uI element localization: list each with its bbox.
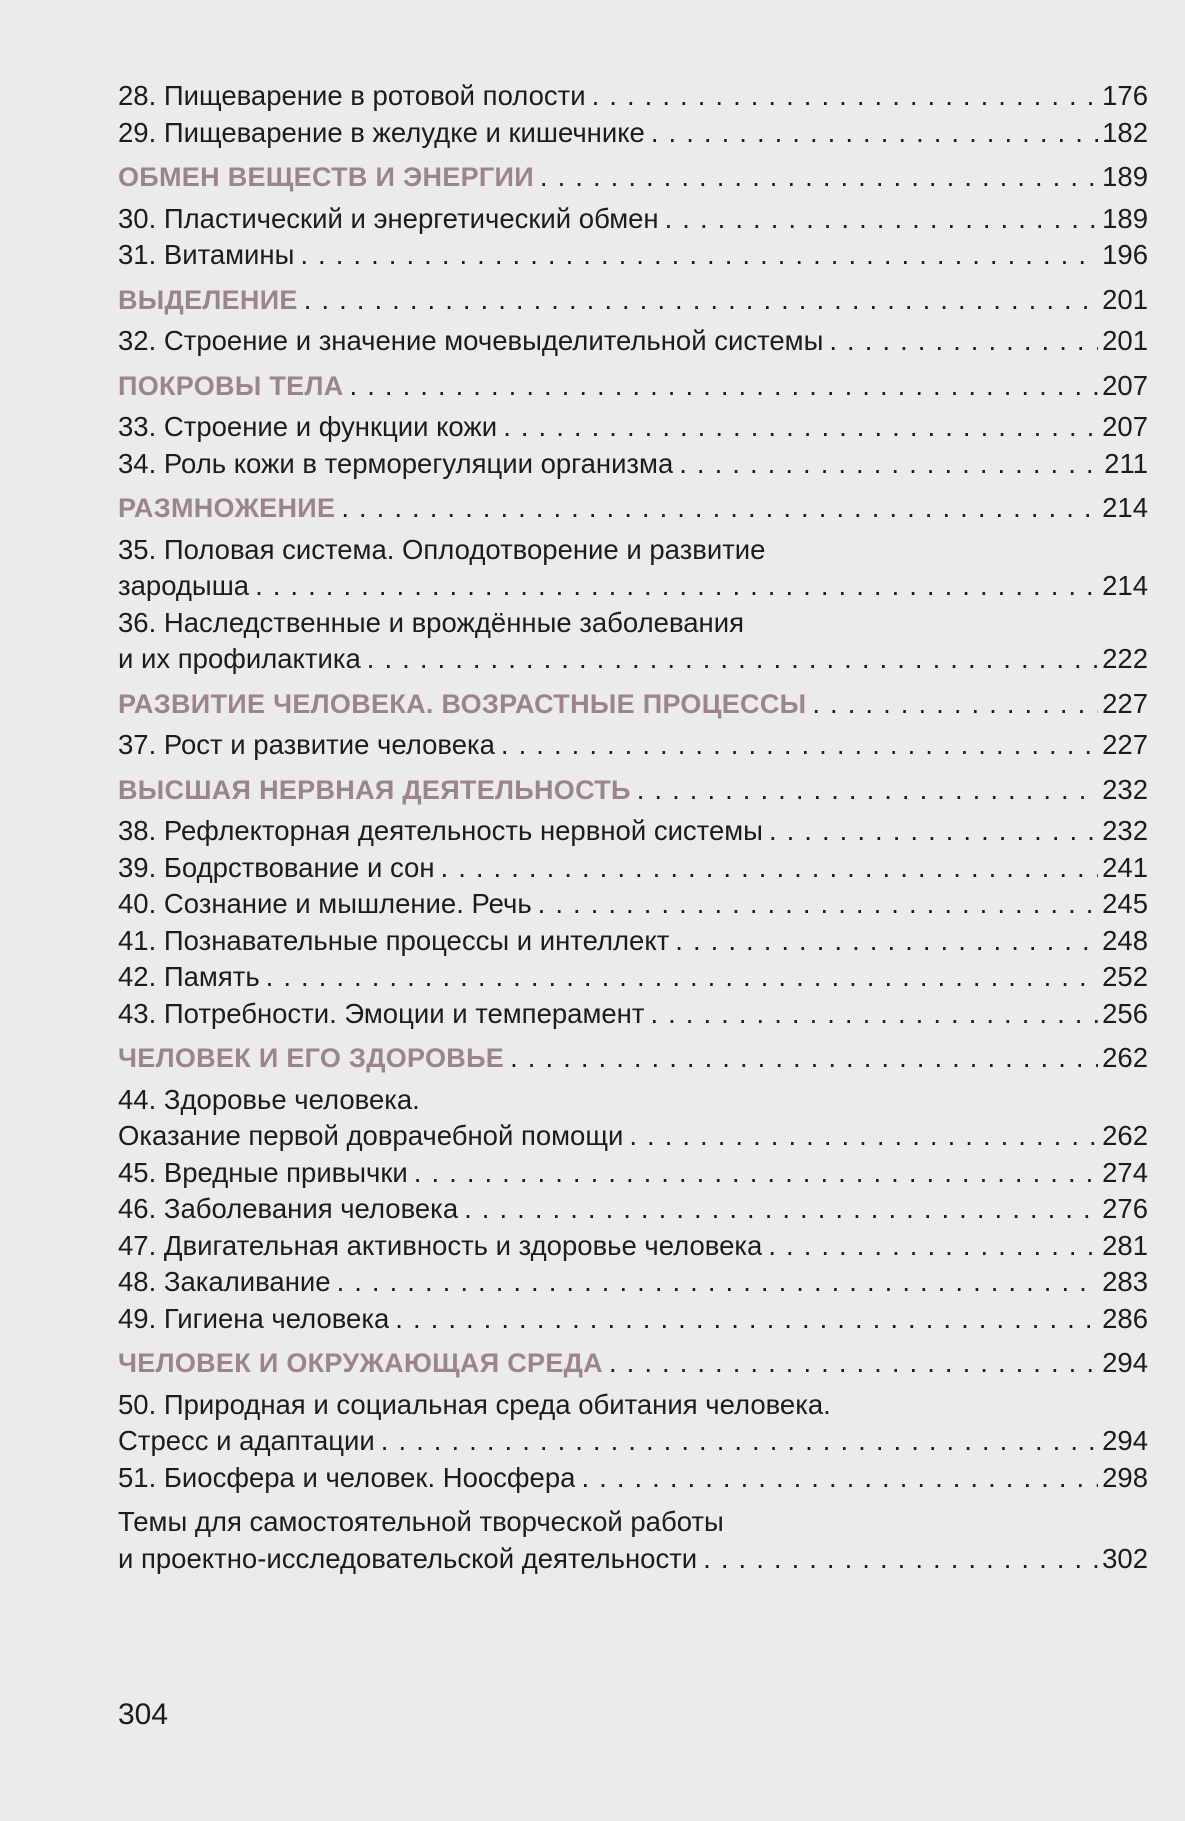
section-title: ВЫДЕЛЕНИЕ [118, 284, 298, 315]
toc-entry [118, 850, 1148, 887]
dot-leader [260, 959, 1098, 996]
entry-page-number: 262 [1102, 1120, 1148, 1151]
entry-page-number: 232 [1102, 773, 1148, 805]
page-number: 304 [118, 1698, 169, 1731]
entry-title: Оказание первой доврачебной помощи [118, 1120, 624, 1151]
toc-entry [118, 813, 1148, 850]
toc-entry [118, 1541, 1148, 1578]
entry-title: и проектно-исследовательской деятельности [118, 1542, 698, 1574]
dot-leader [375, 1423, 1098, 1460]
entry-title: 30. Пластический и энергетический обмен [118, 202, 659, 234]
entry-page-number: 286 [1102, 1302, 1148, 1334]
entry-title: 33. Строение и функции кожи [118, 411, 498, 442]
toc-entry [118, 996, 1148, 1033]
entry-title: 37. Рост и развитие человека [118, 729, 495, 760]
toc-entry-first-line: Темы для самостоятельной творческой работы [118, 1506, 724, 1537]
section-title: ЧЕЛОВЕК И ЕГО ЗДОРОВЬЕ [118, 1043, 505, 1073]
entry-page-number: 201 [1102, 283, 1148, 315]
section-title: ЧЕЛОВЕК И ОКРУЖАЮЩАЯ СРЕДА [118, 1348, 603, 1378]
dot-leader [697, 1541, 1098, 1578]
dot-leader [645, 115, 1098, 152]
entry-page-number: 256 [1102, 997, 1148, 1029]
toc-entry [118, 923, 1148, 960]
toc-section-heading [118, 490, 1148, 527]
toc-entry [118, 201, 1148, 238]
section-title: РАЗМНОЖЕНИЕ [118, 493, 336, 523]
dot-leader [294, 237, 1098, 274]
toc-entry [118, 1460, 1148, 1497]
entry-title: Стресс и адаптации [118, 1425, 375, 1456]
dot-leader [603, 1345, 1098, 1382]
toc-section-heading [118, 368, 1148, 405]
entry-page-number: 298 [1102, 1461, 1148, 1493]
toc-section-heading [118, 772, 1148, 809]
entry-page-number: 207 [1102, 411, 1148, 442]
entry-title: зародыша [118, 570, 250, 601]
section-title: ПОКРОВЫ ТЕЛА [118, 370, 344, 401]
entry-page-number: 227 [1102, 729, 1148, 760]
entry-page-number: 248 [1102, 924, 1148, 956]
toc-entry [118, 886, 1148, 923]
entry-page-number: 262 [1102, 1042, 1148, 1073]
entry-page-number: 276 [1102, 1193, 1148, 1224]
toc-entry [118, 727, 1148, 764]
entry-title: 41. Познавательные процессы и интеллект [118, 924, 670, 956]
toc-entry [118, 1228, 1148, 1265]
entry-page-number: 294 [1102, 1425, 1148, 1456]
entry-title: 45. Вредные привычки [118, 1156, 408, 1188]
toc-entry [118, 115, 1148, 152]
toc-entry [118, 1155, 1148, 1192]
entry-title: 29. Пищеварение в желудке и кишечнике [118, 116, 645, 148]
entry-page-number: 211 [1104, 447, 1148, 479]
table-of-contents [118, 78, 1148, 1577]
dot-leader [435, 850, 1099, 887]
entry-page-number: 245 [1102, 888, 1148, 919]
section-title: ВЫСШАЯ НЕРВНАЯ ДЕЯТЕЛЬНОСТЬ [118, 774, 631, 805]
dot-leader [673, 446, 1100, 483]
entry-title: 46. Заболевания человека [118, 1193, 459, 1224]
entry-title: 38. Рефлекторная деятельность нервной системы [118, 815, 763, 846]
toc-entry [118, 1264, 1148, 1301]
entry-page-number: 232 [1102, 815, 1148, 846]
toc-entry [118, 1118, 1148, 1155]
dot-leader [762, 1228, 1098, 1265]
dot-leader [631, 772, 1098, 809]
entry-page-number: 281 [1102, 1229, 1148, 1261]
entry-page-number: 252 [1102, 961, 1148, 992]
entry-title: 42. Память [118, 961, 260, 992]
entry-page-number: 189 [1102, 202, 1148, 234]
dot-leader [495, 727, 1098, 764]
toc-entry [118, 323, 1148, 360]
dot-leader [249, 568, 1098, 605]
entry-title: 31. Витамины [118, 239, 295, 270]
toc-entry-first-line: 36. Наследственные и врождённые заболевания [118, 606, 744, 638]
entry-page-number: 189 [1102, 161, 1148, 192]
dot-leader [361, 641, 1098, 678]
entry-title: 51. Биосфера и человек. Ноосфера [118, 1461, 576, 1493]
entry-page-number: 201 [1102, 325, 1148, 356]
entry-page-number: 182 [1102, 116, 1148, 148]
toc-section-heading [118, 1345, 1148, 1382]
entry-title: 40. Сознание и мышление. Речь [118, 888, 532, 919]
entry-page-number: 214 [1102, 492, 1148, 523]
dot-leader [344, 368, 1099, 405]
dot-leader [669, 923, 1098, 960]
toc-entry-first-line: 44. Здоровье человека. [118, 1083, 420, 1115]
toc-entry [118, 409, 1148, 446]
dot-leader [806, 686, 1098, 723]
entry-title: 34. Роль кожи в терморегуляции организма [118, 447, 674, 479]
dot-leader [575, 1460, 1098, 1497]
toc-entry-first-line: 35. Половая система. Оплодотворение и развитие [118, 533, 766, 565]
section-title: ОБМЕН ВЕЩЕСТВ И ЭНЕРГИИ [118, 162, 534, 192]
dot-leader [389, 1301, 1098, 1338]
toc-section-heading [118, 159, 1148, 196]
dot-leader [331, 1264, 1099, 1301]
toc-entry [118, 1301, 1148, 1338]
entry-title: 32. Строение и значение мочевыделительной системы [118, 325, 824, 356]
dot-leader [532, 886, 1098, 923]
toc-gap [118, 1496, 1148, 1504]
dot-leader [497, 409, 1098, 446]
entry-page-number: 241 [1102, 851, 1148, 883]
toc-section-heading [118, 1040, 1148, 1077]
entry-page-number: 227 [1102, 687, 1148, 719]
toc-section-heading [118, 282, 1148, 319]
dot-leader [298, 282, 1098, 319]
entry-title: 28. Пищеварение в ротовой полости [118, 80, 586, 111]
entry-title: 48. Закаливание [118, 1266, 331, 1297]
toc-section-heading [118, 686, 1148, 723]
dot-leader [659, 201, 1098, 238]
dot-leader [623, 1118, 1098, 1155]
toc-entry-first-line: 50. Природная и социальная среда обитания человека. [118, 1388, 831, 1420]
toc-entry [118, 237, 1148, 274]
toc-entry [118, 78, 1148, 115]
dot-leader [408, 1155, 1098, 1192]
entry-title: 49. Гигиена человека [118, 1302, 390, 1334]
toc-entry [118, 1191, 1148, 1228]
toc-entry [118, 1423, 1148, 1460]
entry-page-number: 207 [1102, 369, 1148, 401]
entry-title: 39. Бодрствование и сон [118, 851, 435, 883]
toc-entry [118, 641, 1148, 678]
dot-leader [458, 1191, 1098, 1228]
dot-leader [763, 813, 1098, 850]
dot-leader [586, 78, 1098, 115]
entry-title: и их профилактика [118, 643, 361, 674]
entry-page-number: 222 [1102, 643, 1148, 674]
dot-leader [534, 159, 1098, 196]
entry-title: 43. Потребности. Эмоции и темперамент [118, 997, 645, 1029]
entry-page-number: 283 [1102, 1266, 1148, 1297]
toc-entry [118, 568, 1148, 605]
dot-leader [335, 490, 1098, 527]
toc-entry [118, 959, 1148, 996]
entry-page-number: 302 [1102, 1542, 1148, 1574]
entry-page-number: 274 [1102, 1156, 1148, 1188]
dot-leader [823, 323, 1098, 360]
entry-page-number: 176 [1102, 80, 1148, 111]
entry-page-number: 214 [1102, 570, 1148, 601]
dot-leader [504, 1040, 1098, 1077]
entry-title: 47. Двигательная активность и здоровье человека [118, 1229, 763, 1261]
dot-leader [644, 996, 1098, 1033]
entry-page-number: 196 [1102, 239, 1148, 270]
section-title: РАЗВИТИЕ ЧЕЛОВЕКА. ВОЗРАСТНЫЕ ПРОЦЕССЫ [118, 688, 807, 719]
toc-entry [118, 446, 1148, 483]
entry-page-number: 294 [1102, 1347, 1148, 1378]
